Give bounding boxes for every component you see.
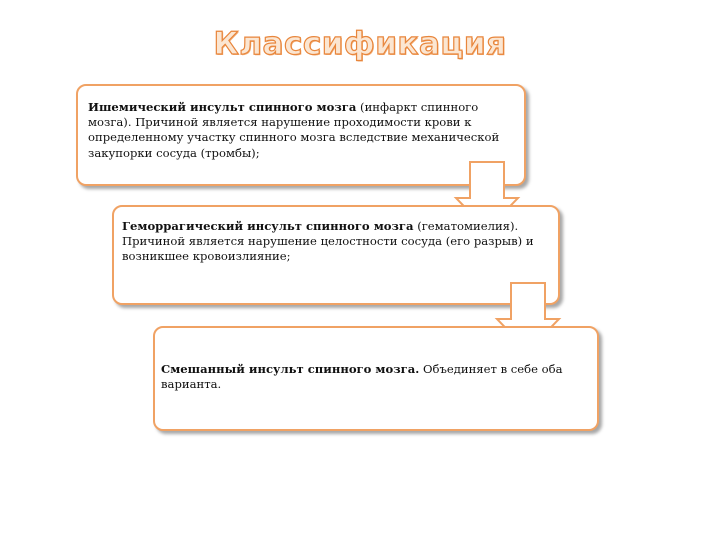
item-description: (гематомиелия). Причиной является нарушение целостности сосуда (его разрыв) и возникшее кровоизлияние; — [122, 219, 534, 264]
item-term: Ишемический инсульт спинного мозга — [88, 100, 357, 114]
item-term: Геморрагический инсульт спинного мозга — [122, 219, 414, 233]
item-term: Смешанный инсульт спинного мозга. — [161, 362, 420, 376]
item-description: (инфаркт спинного мозга). Причиной является нарушение проходимости крови к определенному участку спинного мозга вследствие механической закупорки сосуда (тромбы); — [88, 100, 500, 160]
page-title: Классификация — [213, 26, 507, 62]
item-description: Объединяет в себе оба варианта. — [161, 362, 563, 392]
classification-box-mixed — [153, 326, 599, 431]
